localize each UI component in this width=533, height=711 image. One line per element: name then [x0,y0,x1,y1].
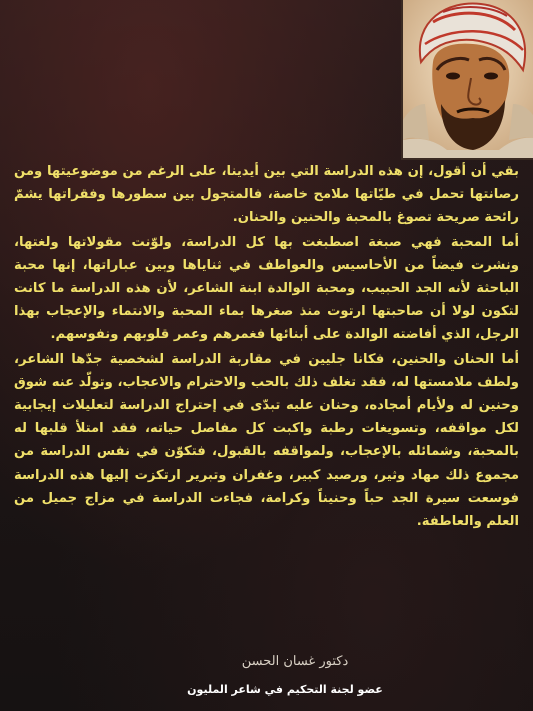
paragraph-love: أما المحبة فهي صبغة اصطبغت بها كل الدراسة، ولوّنت مقولاتها ولغتها، ونشرت فيضاً من الأحاسيس والعواطف في ثناياها وبين عباراتها، إنها محبة الباحثة لأنه الجد الحبيب، ومحبة الوالدة ابنة الشاعر، لأن هذه الدراسة ما كانت لتكون لولا أن صاحبتها ارتوت منذ صغرها بماء المحبة والانتماء والإعجاب بهذا الرجل، الذي أفاضته الوالدة على أبنائها فغمرهم وعمر قلوبهم ونفوسهم. [14,234,519,343]
poet-portrait-illustration [403,0,533,158]
author-title: عضو لجنة التحكيم في شاعر المليون [187,683,383,696]
body-text [14,160,519,534]
paragraph-closing-remarks: بقي أن أقول، إن هذه الدراسة التي بين أيدينا، على الرغم من موضوعيتها ومن رصانتها تحمل في طيّاتها ملامح خاصة، فالمتجول بين سطورها وفقراتها يشمّ رائحة صريحة تصوغ بالمحبة والحنين والحنان. [14,164,519,226]
poet-portrait [401,0,533,160]
paragraph-tenderness-longing: أما الحنان والحنين، فكانا جليين في مقاربة الدراسة لشخصية جدّها الشاعر، ولطف ملامستها له، فقد تغلف ذلك بالحب والاحترام والاعجاب، وتولّد عنه شوق وحنين له ولأيام أمجاده، وحنان عليه تبدّى في إحتراج الدراسة لتعليلات إيجابية لكل مواقفه، وتسويغات رطبة واكبت كل مفاصل حياته، فقد امتلأ قلبها له بالمحبة، وشمائله بالإعجاب، ولمواقفه بالقبول، فتكوّن في نفس الدراسة من مجموع ذلك مهاد وثير، ورصيد كبير، وغفران وتبرير ارتكزت إليها هذه الدراسة فوسعت سيرة الجد حباً وحنيناً وكرامة، فجاءت الدراسة في مزاج جميل من العلم والعاطفة. [14,351,519,530]
author-signature: دكتور غسان الحسن [241,654,349,669]
